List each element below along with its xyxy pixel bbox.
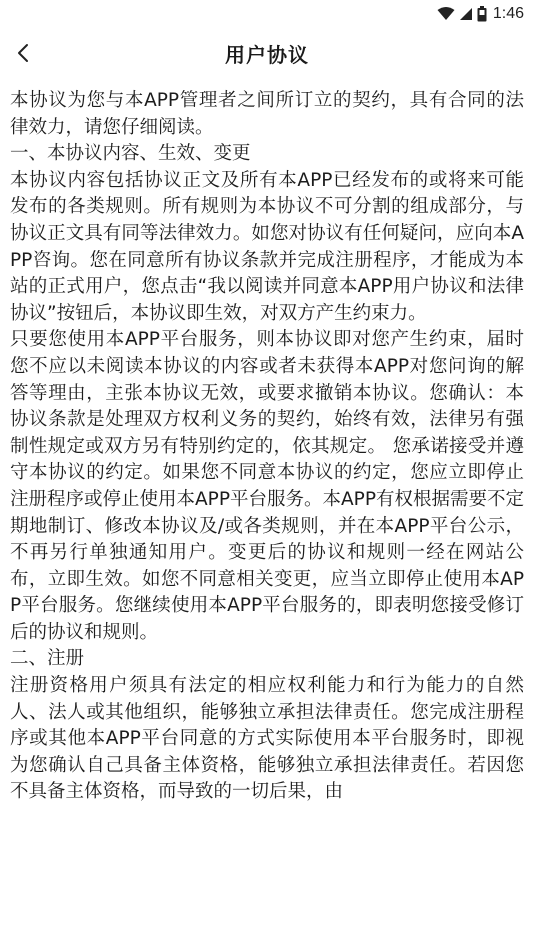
section-heading-registration: 二、注册 xyxy=(10,648,85,670)
chevron-left-icon xyxy=(16,42,30,64)
page-title: 用户协议 xyxy=(225,42,309,67)
agreement-paragraph-scope: 本协议内容包括协议正文及所有本APP已经发布的或将来可能发布的各类规则。所有规则为本协议不可分割的组成部分，与协议正文具有同等法律效力。如您对协议有任何疑问，应向本APP咨询。您在同意所有协议条款并完成注册程序，才能成为本站的正式用户，您点击“我以阅读并同意本APP用户协议和法律协议”按钮后，本协议即生效，对双方产生约束力。 xyxy=(10,169,524,324)
status-time: 1:46 xyxy=(492,5,524,22)
agreement-intro-paragraph: 本协议为您与本APP管理者之间所订立的契约，具有合同的法律效力，请您仔细阅读。 xyxy=(10,90,524,138)
agreement-paragraph-registration: 注册资格用户须具有法定的相应权利能力和行为能力的自然人、法人或其他组织，能够独立承担法律责任。您完成注册程序或其他本APP平台同意的方式实际使用本平台服务时，即视为您确认自己具备主体资格，能够独立承担法律责任。若因您不具备主体资格，而导致的一切后果，由 xyxy=(10,675,524,803)
section-heading-scope: 一、本协议内容、生效、变更 xyxy=(10,143,251,165)
status-icons xyxy=(437,6,487,22)
status-bar xyxy=(0,0,534,28)
wifi-icon xyxy=(437,7,455,21)
back-button[interactable] xyxy=(8,28,38,78)
signal-icon xyxy=(459,7,473,21)
nav-bar xyxy=(0,28,534,78)
agreement-paragraph-binding: 只要您使用本APP平台服务，则本协议即对您产生约束，届时您不应以未阅读本协议的内容或者未获得本APP对您问询的解答等理由，主张本协议无效，或要求撤销本协议。您确认：本协议条款是处理双方权利义务的契约，始终有效，法律另有强制性规定或双方另有特别约定的，依其规定。 您承诺接受并遵守本协议的约定。如果您不同意本协议的约定，您应立即停止注册程序或停止使用本APP平台服务。本APP有权根据需要不定期地制订、修改本协议及/或各类规则，并在本APP平台公示，不再另行单独通知用户。变更后的协议和规则一经在网站公布，立即生效。如您不同意相关变更，应当立即停止使用本APP平台服务。您继续使用本APP平台服务的，即表明您接受修订后的协议和规则。 xyxy=(10,329,524,643)
battery-icon xyxy=(477,6,487,22)
agreement-content[interactable] xyxy=(10,88,524,950)
